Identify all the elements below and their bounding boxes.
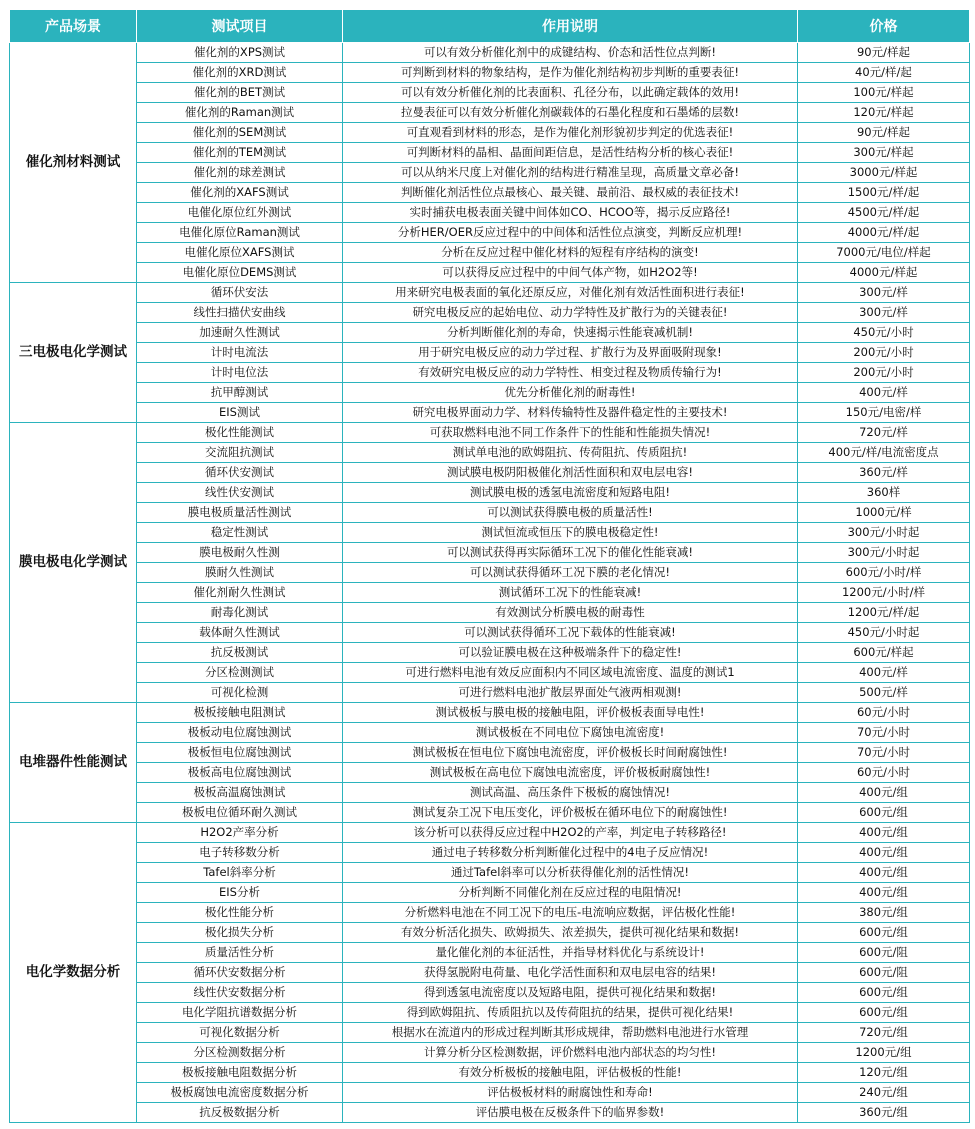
price-cell: 1200元/样/起: [798, 603, 970, 623]
table-row: [10, 1103, 970, 1123]
price-cell: 4000元/样起: [798, 263, 970, 283]
price-cell: 70元/小时: [798, 743, 970, 763]
table-row: [10, 463, 970, 483]
description-cell: 可以测试获得膜电极的质量活性!: [343, 503, 798, 523]
table-row: [10, 503, 970, 523]
table-body: [10, 43, 970, 1123]
price-cell: 240元/组: [798, 1083, 970, 1103]
price-cell: 720元/样: [798, 423, 970, 443]
table-row: [10, 123, 970, 143]
price-cell: 200元/小时: [798, 363, 970, 383]
price-cell: 400元/组: [798, 823, 970, 843]
description-cell: 测试膜电极阴阳极催化剂活性面积和双电层电容!: [343, 463, 798, 483]
table-row: [10, 223, 970, 243]
table-row: [10, 1003, 970, 1023]
test-item-cell: 极化性能分析: [137, 903, 343, 923]
test-item-cell: 催化剂的BET测试: [137, 83, 343, 103]
price-cell: 4500元/样/起: [798, 203, 970, 223]
price-cell: 500元/样: [798, 683, 970, 703]
price-cell: 400元/样: [798, 383, 970, 403]
table-row: [10, 923, 970, 943]
test-item-cell: 抗反极数据分析: [137, 1103, 343, 1123]
description-cell: 可进行燃料电池有效反应面积内不同区域电流密度、温度的测试1: [343, 663, 798, 683]
table-row: [10, 363, 970, 383]
test-item-cell: 电催化原位Raman测试: [137, 223, 343, 243]
header-price: 价格: [798, 10, 970, 43]
description-cell: 可以验证膜电极在这种极端条件下的稳定性!: [343, 643, 798, 663]
price-cell: 400元/组: [798, 883, 970, 903]
description-cell: 可以获得反应过程中的中间气体产物，如H2O2等!: [343, 263, 798, 283]
price-cell: 1200元/小时/样: [798, 583, 970, 603]
price-cell: 300元/小时起: [798, 543, 970, 563]
description-cell: 有效分析极板的接触电阻，评估极板的性能!: [343, 1063, 798, 1083]
table-row: [10, 563, 970, 583]
description-cell: 测试极板与膜电极的接触电阻，评价极板表面导电性!: [343, 703, 798, 723]
price-cell: 90元/样起: [798, 123, 970, 143]
table-row: [10, 203, 970, 223]
price-cell: 600元/阻: [798, 963, 970, 983]
header-description: 作用说明: [343, 10, 798, 43]
price-cell: 4000元/样/起: [798, 223, 970, 243]
table-row: [10, 723, 970, 743]
table-row: [10, 643, 970, 663]
test-item-cell: 催化剂的XPS测试: [137, 43, 343, 63]
test-item-cell: 极化性能测试: [137, 423, 343, 443]
test-item-cell: 极板接触电阻测试: [137, 703, 343, 723]
table-row: [10, 543, 970, 563]
table-row: [10, 623, 970, 643]
description-cell: 可以测试获得再实际循环工况下的催化性能衰减!: [343, 543, 798, 563]
description-cell: 测试高温、高压条件下极板的腐蚀情况!: [343, 783, 798, 803]
test-item-cell: 电化学阻抗谱数据分析: [137, 1003, 343, 1023]
description-cell: 测试极板在高电位下腐蚀电流密度，评价极板耐腐蚀性!: [343, 763, 798, 783]
price-cell: 400元/组: [798, 863, 970, 883]
table-row: [10, 43, 970, 63]
description-cell: 实时捕获电极表面关键中间体如CO、HCOO等，揭示反应路径!: [343, 203, 798, 223]
description-cell: 拉曼表征可以有效分析催化剂碳载体的石墨化程度和石墨烯的层数!: [343, 103, 798, 123]
table-row: [10, 423, 970, 443]
table-row: [10, 703, 970, 723]
price-cell: 1000元/样: [798, 503, 970, 523]
price-cell: 1500元/样/起: [798, 183, 970, 203]
description-cell: 计算分析分区检测数据，评价燃料电池内部状态的均匀性!: [343, 1043, 798, 1063]
description-cell: 研究电极反应的起始电位、动力学特性及扩散行为的关键表征!: [343, 303, 798, 323]
table-row: [10, 283, 970, 303]
test-item-cell: 循环伏安法: [137, 283, 343, 303]
header-test-item: 测试项目: [137, 10, 343, 43]
table-row: [10, 523, 970, 543]
table-row: [10, 323, 970, 343]
table-row: [10, 103, 970, 123]
description-cell: 可判断材料的晶相、晶面间距信息，是活性结构分析的核心表征!: [343, 143, 798, 163]
test-item-cell: 催化剂的球差测试: [137, 163, 343, 183]
price-cell: 450元/小时起: [798, 623, 970, 643]
table-row: [10, 843, 970, 863]
description-cell: 可以有效分析催化剂的比表面积、孔径分布，以此确定载体的效用!: [343, 83, 798, 103]
price-cell: 400元/组: [798, 843, 970, 863]
table-row: [10, 163, 970, 183]
header-row: [10, 10, 970, 43]
description-cell: 测试单电池的欧姆阻抗、传荷阻抗、传质阻抗!: [343, 443, 798, 463]
test-item-cell: 稳定性测试: [137, 523, 343, 543]
price-cell: 380元/组: [798, 903, 970, 923]
price-cell: 150元/电密/样: [798, 403, 970, 423]
test-item-cell: 电催化原位XAFS测试: [137, 243, 343, 263]
description-cell: 分析判断不同催化剂在反应过程的电阻情况!: [343, 883, 798, 903]
table-row: [10, 803, 970, 823]
price-cell: 300元/样起: [798, 143, 970, 163]
header-scene: 产品场景: [10, 10, 137, 43]
test-item-cell: Tafel斜率分析: [137, 863, 343, 883]
description-cell: 测试极板在不同电位下腐蚀电流密度!: [343, 723, 798, 743]
test-item-cell: 极板动电位腐蚀测试: [137, 723, 343, 743]
test-item-cell: EIS测试: [137, 403, 343, 423]
test-item-cell: 催化剂的SEM测试: [137, 123, 343, 143]
price-cell: 400元/样: [798, 663, 970, 683]
table-row: [10, 883, 970, 903]
price-cell: 40元/样/起: [798, 63, 970, 83]
price-cell: 60元/小时: [798, 763, 970, 783]
description-cell: 测试极板在恒电位下腐蚀电流密度，评价极板长时间耐腐蚀性!: [343, 743, 798, 763]
price-cell: 720元/组: [798, 1023, 970, 1043]
test-item-cell: 膜电极质量活性测试: [137, 503, 343, 523]
price-cell: 600元/小时/样: [798, 563, 970, 583]
table-row: [10, 403, 970, 423]
price-cell: 400元/样/电流密度点: [798, 443, 970, 463]
price-cell: 1200元/组: [798, 1043, 970, 1063]
description-cell: 分析燃料电池在不同工况下的电压-电流响应数据，评估极化性能!: [343, 903, 798, 923]
test-item-cell: 计时电位法: [137, 363, 343, 383]
description-cell: 通过电子转移数分析判断催化过程中的4电子反应情况!: [343, 843, 798, 863]
table-row: [10, 263, 970, 283]
description-cell: 分析判断催化剂的寿命，快速揭示性能衰减机制!: [343, 323, 798, 343]
test-item-cell: 催化剂耐久性测试: [137, 583, 343, 603]
test-item-cell: 催化剂的TEM测试: [137, 143, 343, 163]
test-item-cell: 极板接触电阻数据分析: [137, 1063, 343, 1083]
test-item-cell: 交流阻抗测试: [137, 443, 343, 463]
description-cell: 得到欧姆阻抗、传质阻抗以及传荷阻抗的结果，提供可视化结果!: [343, 1003, 798, 1023]
test-item-cell: 线性扫描伏安曲线: [137, 303, 343, 323]
price-cell: 120元/组: [798, 1063, 970, 1083]
description-cell: 测试膜电极的透氢电流密度和短路电阻!: [343, 483, 798, 503]
table-row: [10, 1023, 970, 1043]
test-item-cell: 极板高温腐蚀测试: [137, 783, 343, 803]
table-row: [10, 143, 970, 163]
description-cell: 可以测试获得循环工况下载体的性能衰减!: [343, 623, 798, 643]
price-cell: 600元/阻: [798, 943, 970, 963]
description-cell: 用来研究电极表面的氧化还原反应，对催化剂有效活性面积进行表征!: [343, 283, 798, 303]
test-item-cell: 循环伏安数据分析: [137, 963, 343, 983]
description-cell: 测试复杂工况下电压变化，评价极板在循环电位下的耐腐蚀性!: [343, 803, 798, 823]
price-cell: 600元/样起: [798, 643, 970, 663]
description-cell: 量化催化剂的本征活性，并指导材料优化与系统设计!: [343, 943, 798, 963]
test-item-cell: 耐毒化测试: [137, 603, 343, 623]
test-item-cell: EIS分析: [137, 883, 343, 903]
table-row: [10, 783, 970, 803]
table-row: [10, 1043, 970, 1063]
description-cell: 研究电极界面动力学、材料传输特性及器件稳定性的主要技术!: [343, 403, 798, 423]
price-cell: 600元/组: [798, 983, 970, 1003]
scene-cell: 膜电极电化学测试: [10, 423, 137, 703]
table-row: [10, 983, 970, 1003]
table-row: [10, 583, 970, 603]
table-row: [10, 1083, 970, 1103]
table-row: [10, 963, 970, 983]
test-item-cell: 催化剂的Raman测试: [137, 103, 343, 123]
test-item-cell: 电催化原位红外测试: [137, 203, 343, 223]
description-cell: 分析HER/OER反应过程中的中间体和活性位点演变，判断反应机理!: [343, 223, 798, 243]
description-cell: 分析在反应过程中催化材料的短程有序结构的演变!: [343, 243, 798, 263]
scene-cell: 电化学数据分析: [10, 823, 137, 1123]
description-cell: 根据水在流道内的形成过程判断其形成规律，帮助燃料电池进行水管理: [343, 1023, 798, 1043]
price-cell: 360元/组: [798, 1103, 970, 1123]
scene-cell: 电堆器件性能测试: [10, 703, 137, 823]
table-row: [10, 943, 970, 963]
price-cell: 300元/样: [798, 303, 970, 323]
price-cell: 70元/小时: [798, 723, 970, 743]
description-cell: 判断催化剂活性位点最核心、最关键、最前沿、最权威的表征技术!: [343, 183, 798, 203]
test-item-cell: 极板恒电位腐蚀测试: [137, 743, 343, 763]
price-cell: 200元/小时: [798, 343, 970, 363]
description-cell: 测试循环工况下的性能衰减!: [343, 583, 798, 603]
test-item-cell: 膜耐久性测试: [137, 563, 343, 583]
table-row: [10, 183, 970, 203]
test-item-cell: 计时电流法: [137, 343, 343, 363]
description-cell: 可直观看到材料的形态，是作为催化剂形貌初步判定的优选表征!: [343, 123, 798, 143]
description-cell: 可以测试获得循环工况下膜的老化情况!: [343, 563, 798, 583]
table-row: [10, 663, 970, 683]
description-cell: 可判断到材料的物象结构，是作为催化剂结构初步判断的重要表征!: [343, 63, 798, 83]
table-row: [10, 63, 970, 83]
description-cell: 该分析可以获得反应过程中H2O2的产率，判定电子转移路径!: [343, 823, 798, 843]
test-item-cell: 载体耐久性测试: [137, 623, 343, 643]
test-item-cell: 可视化检测: [137, 683, 343, 703]
table-row: [10, 683, 970, 703]
test-item-cell: 循环伏安测试: [137, 463, 343, 483]
price-cell: 400元/组: [798, 783, 970, 803]
test-item-cell: 分区检测测试: [137, 663, 343, 683]
table-row: [10, 863, 970, 883]
test-item-cell: 线性伏安测试: [137, 483, 343, 503]
description-cell: 评估膜电极在反极条件下的临界参数!: [343, 1103, 798, 1123]
description-cell: 可进行燃料电池扩散层界面处气液两相观测!: [343, 683, 798, 703]
table-row: [10, 483, 970, 503]
test-item-cell: 极化损失分析: [137, 923, 343, 943]
price-cell: 450元/小时: [798, 323, 970, 343]
table-row: [10, 303, 970, 323]
test-item-cell: 极板腐蚀电流密度数据分析: [137, 1083, 343, 1103]
price-cell: 60元/小时: [798, 703, 970, 723]
description-cell: 有效测试分析膜电极的耐毒性: [343, 603, 798, 623]
description-cell: 有效分析活化损失、欧姆损失、浓差损失，提供可视化结果和数据!: [343, 923, 798, 943]
test-item-cell: 线性伏安数据分析: [137, 983, 343, 1003]
price-cell: 600元/组: [798, 803, 970, 823]
description-cell: 可获取燃料电池不同工作条件下的性能和性能损失情况!: [343, 423, 798, 443]
test-item-cell: 分区检测数据分析: [137, 1043, 343, 1063]
test-item-cell: 抗反极测试: [137, 643, 343, 663]
table-row: [10, 243, 970, 263]
price-cell: 360样: [798, 483, 970, 503]
test-item-cell: 电子转移数分析: [137, 843, 343, 863]
table-row: [10, 903, 970, 923]
table-row: [10, 743, 970, 763]
description-cell: 可以从纳米尺度上对催化剂的结构进行精准呈现，高质量文章必备!: [343, 163, 798, 183]
test-item-cell: 电催化原位DEMS测试: [137, 263, 343, 283]
description-cell: 可以有效分析催化剂中的成键结构、价态和活性位点判断!: [343, 43, 798, 63]
description-cell: 得到透氢电流密度以及短路电阻，提供可视化结果和数据!: [343, 983, 798, 1003]
price-cell: 100元/样起: [798, 83, 970, 103]
price-cell: 360元/样: [798, 463, 970, 483]
table-row: [10, 383, 970, 403]
price-cell: 120元/样起: [798, 103, 970, 123]
test-item-cell: 极板高电位腐蚀测试: [137, 763, 343, 783]
table-row: [10, 1063, 970, 1083]
table-row: [10, 83, 970, 103]
table-row: [10, 763, 970, 783]
price-cell: 600元/组: [798, 923, 970, 943]
test-item-cell: 抗甲醇测试: [137, 383, 343, 403]
scene-cell: 三电极电化学测试: [10, 283, 137, 423]
test-item-cell: 膜电极耐久性测: [137, 543, 343, 563]
price-cell: 3000元/样起: [798, 163, 970, 183]
price-cell: 300元/小时起: [798, 523, 970, 543]
description-cell: 获得氢脱附电荷量、电化学活性面积和双电层电容的结果!: [343, 963, 798, 983]
description-cell: 用于研究电极反应的动力学过程、扩散行为及界面吸附现象!: [343, 343, 798, 363]
test-item-cell: 可视化数据分析: [137, 1023, 343, 1043]
price-cell: 90元/样起: [798, 43, 970, 63]
test-item-cell: 质量活性分析: [137, 943, 343, 963]
scene-cell: 催化剂材料测试: [10, 43, 137, 283]
table-row: [10, 603, 970, 623]
description-cell: 有效研究电极反应的动力学特性、相变过程及物质传输行为!: [343, 363, 798, 383]
price-cell: 600元/组: [798, 1003, 970, 1023]
description-cell: 测试恒流或恒压下的膜电极稳定性!: [343, 523, 798, 543]
description-cell: 评估极板材料的耐腐蚀性和寿命!: [343, 1083, 798, 1103]
table-row: [10, 343, 970, 363]
price-table: [9, 9, 970, 1123]
price-cell: 300元/样: [798, 283, 970, 303]
description-cell: 优先分析催化剂的耐毒性!: [343, 383, 798, 403]
table-row: [10, 823, 970, 843]
test-item-cell: 加速耐久性测试: [137, 323, 343, 343]
description-cell: 通过Tafel斜率可以分析获得催化剂的活性情况!: [343, 863, 798, 883]
price-cell: 7000元/电位/样起: [798, 243, 970, 263]
test-item-cell: 极板电位循环耐久测试: [137, 803, 343, 823]
test-item-cell: H2O2产率分析: [137, 823, 343, 843]
test-item-cell: 催化剂的XRD测试: [137, 63, 343, 83]
table-row: [10, 443, 970, 463]
test-item-cell: 催化剂的XAFS测试: [137, 183, 343, 203]
